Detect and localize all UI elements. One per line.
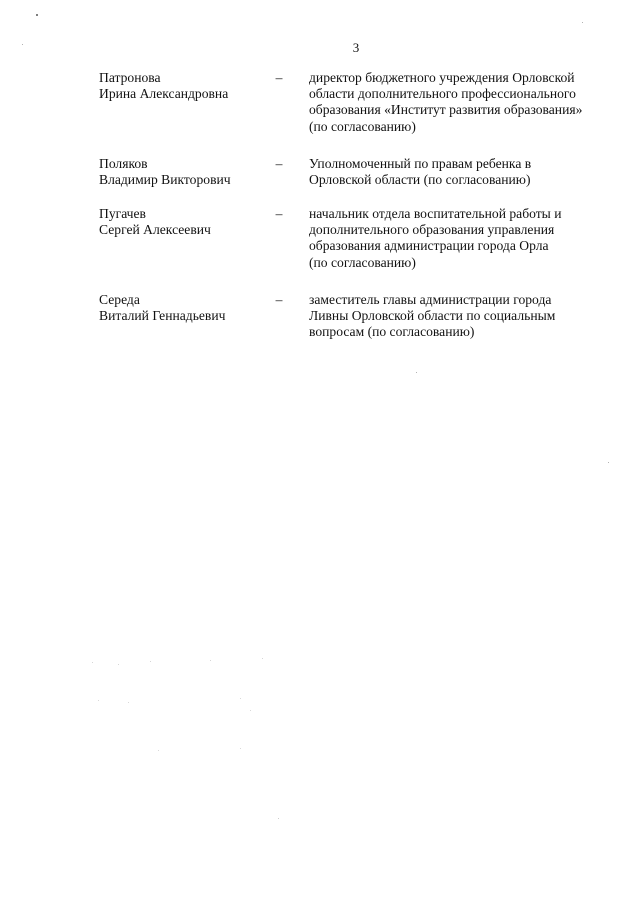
scan-speck (98, 700, 99, 701)
scan-speck (250, 710, 251, 711)
scan-speck (158, 750, 159, 751)
scan-speck (36, 14, 38, 16)
dash-separator: – (275, 70, 283, 85)
member-surname: Поляков (99, 156, 148, 171)
role-line: (по согласованию) (309, 254, 416, 270)
scan-speck (608, 462, 609, 463)
member-list (99, 70, 619, 352)
scan-speck (262, 658, 263, 659)
member-entry (99, 70, 619, 156)
role-line: директор бюджетного учреждения Орловской (309, 70, 575, 85)
scan-speck (582, 22, 583, 23)
scan-speck (278, 818, 279, 819)
dash-separator: – (275, 292, 283, 307)
role-line: заместитель главы администрации города (309, 292, 552, 307)
role-line: образования «Институт развития образования» (309, 102, 583, 118)
role-line: вопросам (по согласованию) (309, 324, 475, 340)
role-line: Уполномоченный по правам ребенка в (309, 156, 532, 171)
member-given-names: Сергей Алексеевич (99, 222, 211, 238)
role-line: начальник отдела воспитательной работы и (309, 206, 562, 221)
member-entry (99, 156, 619, 206)
scan-speck (210, 660, 211, 661)
scan-speck (416, 372, 417, 373)
member-role (309, 70, 619, 135)
scan-speck (128, 702, 129, 703)
dash-separator: – (275, 206, 283, 221)
member-name (99, 292, 269, 324)
role-line: дополнительного образования управления (309, 222, 555, 238)
member-name (99, 156, 269, 188)
member-role (309, 156, 619, 188)
member-given-names: Виталий Геннадьевич (99, 308, 226, 324)
scan-speck (22, 44, 23, 45)
role-line: области дополнительного профессионального (309, 86, 576, 102)
scan-speck (150, 661, 151, 662)
page-number: 3 (352, 40, 360, 55)
member-entry (99, 206, 619, 292)
member-name (99, 70, 269, 102)
scan-speck (118, 664, 119, 665)
member-name (99, 206, 269, 238)
member-surname: Пугачев (99, 206, 146, 221)
member-surname: Середа (99, 292, 140, 307)
role-line: Орловской области (по согласованию) (309, 172, 531, 188)
scan-speck (92, 662, 93, 663)
member-given-names: Ирина Александровна (99, 86, 229, 102)
member-role (309, 206, 619, 271)
role-line: (по согласованию) (309, 118, 416, 134)
role-line: образования администрации города Орла (309, 238, 549, 254)
scan-speck (240, 698, 241, 699)
member-surname: Патронова (99, 70, 161, 85)
member-role (309, 292, 619, 341)
member-entry (99, 292, 619, 352)
scan-speck (240, 748, 241, 749)
role-line: Ливны Орловской области по социальным (309, 308, 556, 324)
dash-separator: – (275, 156, 283, 171)
member-given-names: Владимир Викторович (99, 172, 231, 188)
